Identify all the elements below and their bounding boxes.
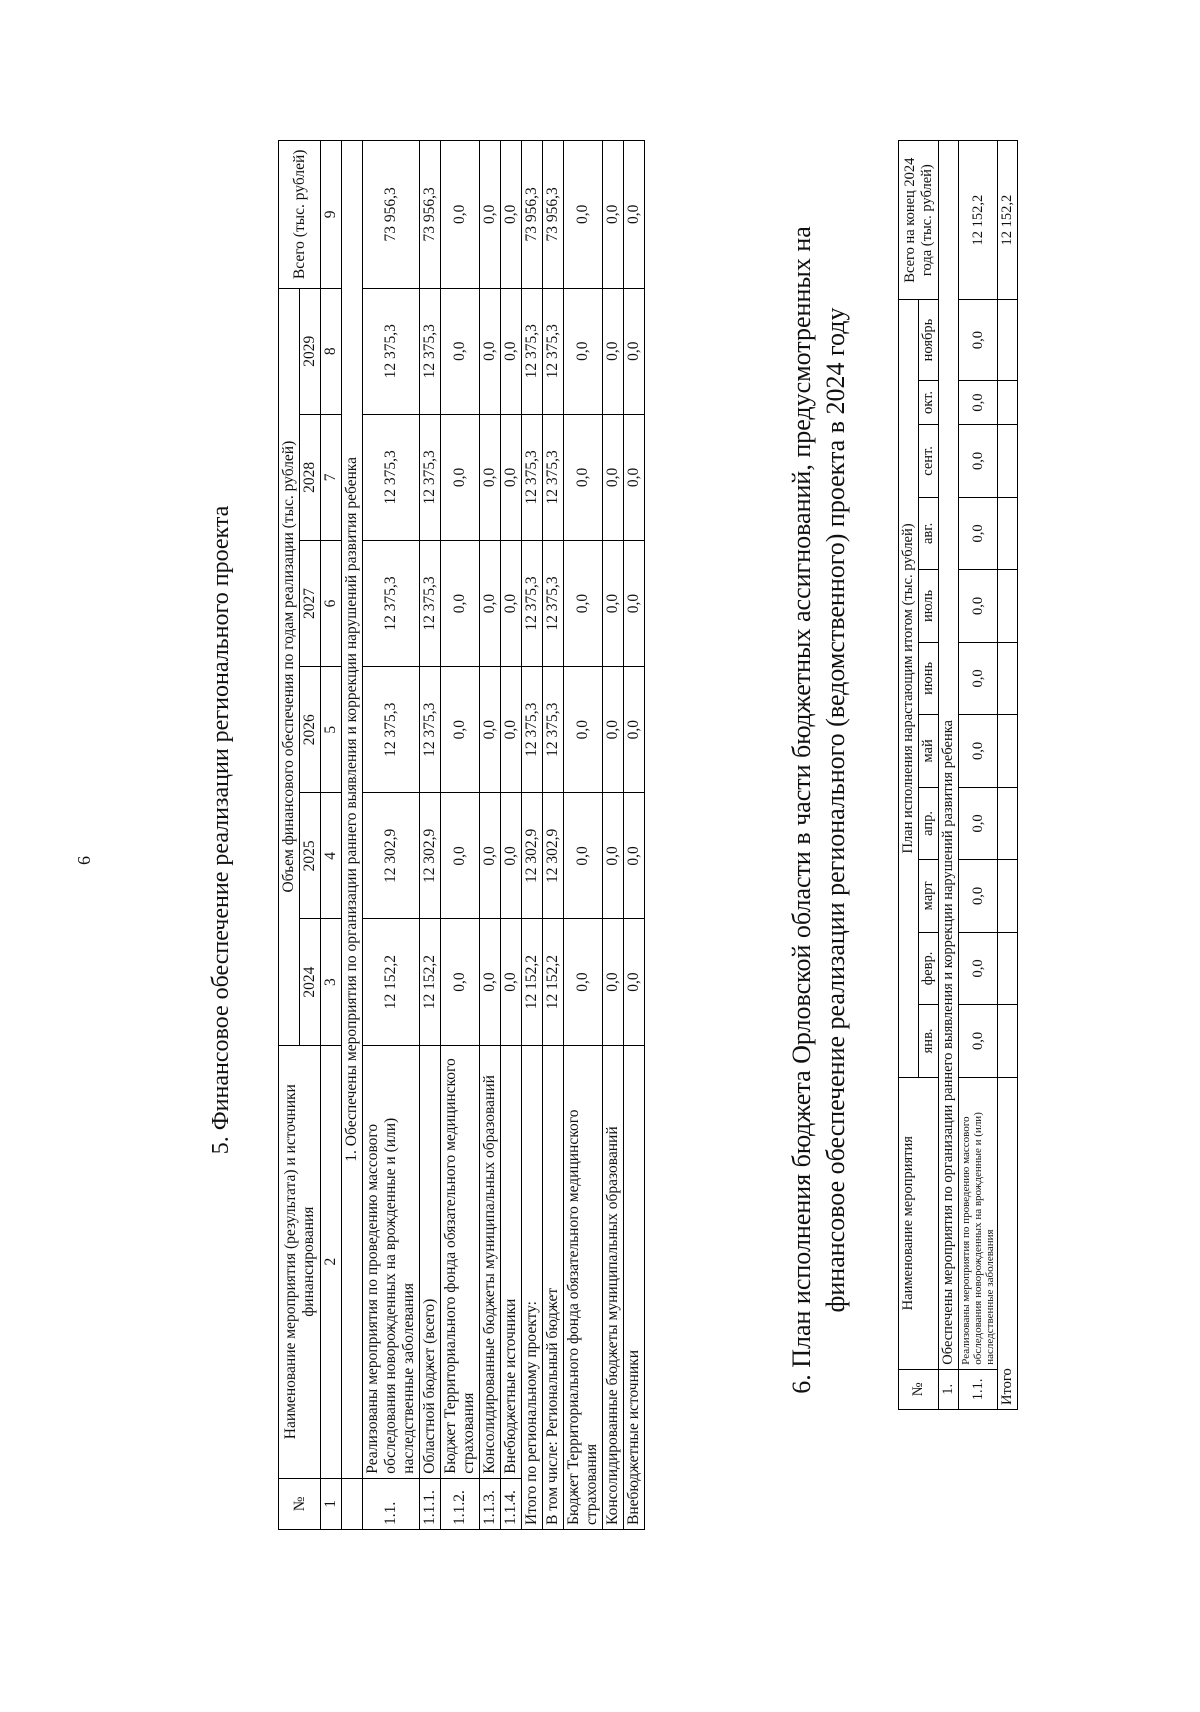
table-row — [441, 141, 480, 1530]
month-value-cell: 0,0 — [959, 1005, 998, 1078]
row-name-cell: Бюджет Территориального фонда обязательного медицинского страхования — [441, 1045, 480, 1478]
month-header: июнь — [919, 642, 939, 715]
value-cell: 0,0 — [480, 919, 501, 1045]
value-cell: 0,0 — [624, 141, 645, 289]
value-cell: 12 375,3 — [420, 667, 441, 793]
value-cell: 12 375,3 — [363, 540, 420, 666]
column-number: 7 — [321, 414, 342, 540]
month-header: сент. — [919, 425, 939, 498]
month-header: авг. — [919, 497, 939, 570]
value-cell: 0,0 — [624, 540, 645, 666]
value-cell: 12 375,3 — [363, 667, 420, 793]
value-cell: 12 375,3 — [420, 288, 441, 414]
value-cell: 0,0 — [501, 919, 522, 1045]
month-header: июль — [919, 570, 939, 643]
value-cell: 0,0 — [624, 288, 645, 414]
month-value-cell: 0,0 — [959, 380, 998, 424]
value-cell: 12 152,2 — [522, 919, 543, 1045]
total-value: 12 152,2 — [998, 141, 1018, 300]
month-value-cell: 0,0 — [959, 497, 998, 570]
value-cell: 0,0 — [603, 288, 624, 414]
month-header: апр. — [919, 787, 939, 860]
col-no-header: № — [279, 1478, 321, 1529]
row-name-cell: Консолидированные бюджеты муниципальных образований — [480, 1045, 501, 1478]
table-row — [480, 141, 501, 1530]
total-row-name: Бюджет Территориального фонда обязательного медицинского страхования — [564, 1045, 603, 1529]
header-row — [279, 141, 300, 1530]
total-row-name: Консолидированные бюджеты муниципальных образований — [603, 1045, 624, 1529]
value-cell: 73 956,3 — [522, 141, 543, 289]
empty-cell — [998, 497, 1018, 570]
column-number: 2 — [321, 1045, 342, 1478]
value-cell: 0,0 — [603, 667, 624, 793]
value-cell: 12 375,3 — [420, 414, 441, 540]
table-row — [420, 141, 441, 1530]
row-no-cell: 1.1.4. — [501, 1478, 522, 1529]
years-group-header: Объем финансового обеспечения по годам реализации (тыс. рублей) — [279, 288, 300, 1045]
month-value-cell: 0,0 — [959, 860, 998, 933]
col-total-header: Всего на конец 2024 года (тыс. рублей) — [899, 141, 939, 300]
value-cell: 0,0 — [624, 414, 645, 540]
page-number: 6 — [74, 856, 94, 865]
value-cell: 12 375,3 — [522, 540, 543, 666]
value-cell: 12 152,2 — [420, 919, 441, 1045]
section-row — [342, 141, 363, 1530]
empty-cell — [998, 860, 1018, 933]
value-cell: 0,0 — [564, 667, 603, 793]
budget-plan-table — [898, 140, 1018, 1410]
value-cell: 0,0 — [441, 793, 480, 919]
value-cell: 0,0 — [564, 540, 603, 666]
month-value-cell: 0,0 — [959, 715, 998, 788]
month-header: окт. — [919, 380, 939, 424]
empty-cell — [998, 642, 1018, 715]
col-name-header: Наименование мероприятия — [899, 1077, 939, 1369]
value-cell: 0,0 — [624, 667, 645, 793]
section5-title: 5. Финансовое обеспечение реализации регионального проекта — [208, 505, 234, 1155]
year-header: 2028 — [300, 414, 321, 540]
value-cell: 12 375,3 — [543, 540, 564, 666]
row-name-cell: Областной бюджет (всего) — [420, 1045, 441, 1478]
empty-cell — [998, 570, 1018, 643]
month-value-cell: 0,0 — [959, 300, 998, 381]
column-number: 4 — [321, 793, 342, 919]
column-number: 3 — [321, 919, 342, 1045]
empty-cell — [998, 425, 1018, 498]
total-row-name: Внебюджетные источники — [624, 1045, 645, 1529]
year-header: 2024 — [300, 919, 321, 1045]
value-cell: 0,0 — [441, 540, 480, 666]
year-header: 2027 — [300, 540, 321, 666]
total-row-name: В том числе: Региональный бюджет — [543, 1045, 564, 1529]
value-cell: 73 956,3 — [363, 141, 420, 289]
value-cell: 0,0 — [480, 288, 501, 414]
empty-cell — [998, 300, 1018, 381]
row-name-cell: Реализованы мероприятия по проведению массового обследования новорожденных на врожденные и (или) наследственные заболевания — [959, 1077, 998, 1369]
value-cell: 0,0 — [501, 793, 522, 919]
value-cell: 0,0 — [441, 667, 480, 793]
value-cell: 0,0 — [441, 141, 480, 289]
month-header: янв. — [919, 1005, 939, 1078]
row-total-cell: 12 152,2 — [959, 141, 998, 300]
col-name-header: Наименование мероприятия (результата) и источники финансирования — [279, 1045, 321, 1478]
section-row — [939, 141, 959, 1410]
empty-cell — [998, 380, 1018, 424]
value-cell: 12 375,3 — [543, 288, 564, 414]
value-cell: 0,0 — [564, 141, 603, 289]
empty-cell — [998, 715, 1018, 788]
section-title-cell: 1. Обеспечены мероприятия по организации раннего выявления и коррекции нарушений развития ребенка — [342, 141, 363, 1479]
value-cell: 12 152,2 — [363, 919, 420, 1045]
column-number: 8 — [321, 288, 342, 414]
value-cell: 0,0 — [501, 288, 522, 414]
month-value-cell: 0,0 — [959, 642, 998, 715]
table-row — [363, 141, 420, 1530]
value-cell: 0,0 — [441, 919, 480, 1045]
value-cell: 0,0 — [480, 793, 501, 919]
month-header: февр. — [919, 932, 939, 1005]
value-cell: 0,0 — [480, 667, 501, 793]
section-title-cell: Обеспечены мероприятия по организации раннего выявления и коррекции нарушений развития ребенка — [939, 141, 959, 1370]
month-header: март — [919, 860, 939, 933]
section-no-cell — [342, 1478, 363, 1529]
month-value-cell: 0,0 — [959, 932, 998, 1005]
value-cell: 12 302,9 — [363, 793, 420, 919]
empty-cell — [998, 787, 1018, 860]
year-header: 2025 — [300, 793, 321, 919]
total-row — [522, 141, 543, 1530]
value-cell: 0,0 — [501, 414, 522, 540]
section6-title: 6. План исполнения бюджета Орловской области в части бюджетных ассигнований, предусмотренных на финансовое обеспечение реализации регионального (ведомственного) проекта в 2024 году — [787, 226, 850, 1394]
row-no-cell: 1.1. — [363, 1478, 420, 1529]
table-body — [363, 141, 645, 1530]
value-cell: 12 375,3 — [543, 667, 564, 793]
section-no-cell: 1. — [939, 1369, 959, 1409]
column-number: 6 — [321, 540, 342, 666]
value-cell: 12 302,9 — [420, 793, 441, 919]
value-cell: 73 956,3 — [420, 141, 441, 289]
year-header: 2029 — [300, 288, 321, 414]
table-row — [501, 141, 522, 1530]
value-cell: 0,0 — [480, 414, 501, 540]
month-header: ноябрь — [919, 300, 939, 381]
total-row — [624, 141, 645, 1530]
value-cell: 12 375,3 — [363, 288, 420, 414]
value-cell: 73 956,3 — [543, 141, 564, 289]
value-cell: 0,0 — [480, 540, 501, 666]
value-cell: 0,0 — [564, 414, 603, 540]
value-cell: 0,0 — [603, 414, 624, 540]
value-cell: 12 375,3 — [522, 414, 543, 540]
row-no-cell: 1.1.1. — [420, 1478, 441, 1529]
rotated-page-content — [10, 40, 1110, 1640]
column-number: 1 — [321, 1478, 342, 1529]
month-header: май — [919, 715, 939, 788]
col-total-header: Всего (тыс. рублей) — [279, 141, 321, 289]
value-cell: 12 152,2 — [543, 919, 564, 1045]
value-cell: 12 375,3 — [363, 414, 420, 540]
col-no-header: № — [899, 1369, 939, 1409]
value-cell: 0,0 — [624, 793, 645, 919]
value-cell: 0,0 — [501, 667, 522, 793]
months-group-header: План исполнения нарастающим итогом (тыс. рублей) — [899, 300, 919, 1077]
row-name-cell: Внебюджетные источники — [501, 1045, 522, 1478]
column-number: 9 — [321, 141, 342, 289]
value-cell: 12 375,3 — [543, 414, 564, 540]
total-row-name: Итого по региональному проекту: — [522, 1045, 543, 1529]
value-cell: 0,0 — [603, 540, 624, 666]
total-label: Итого — [998, 1077, 1018, 1409]
column-number: 5 — [321, 667, 342, 793]
value-cell: 0,0 — [441, 414, 480, 540]
financing-table — [278, 140, 645, 1530]
empty-cell — [998, 932, 1018, 1005]
total-row — [564, 141, 603, 1530]
table-row — [959, 141, 998, 1410]
value-cell: 12 302,9 — [543, 793, 564, 919]
month-value-cell: 0,0 — [959, 570, 998, 643]
total-row — [603, 141, 624, 1530]
value-cell: 0,0 — [564, 288, 603, 414]
empty-cell — [998, 1005, 1018, 1078]
value-cell: 0,0 — [501, 141, 522, 289]
value-cell: 0,0 — [480, 141, 501, 289]
total-row — [998, 141, 1018, 1410]
value-cell: 0,0 — [564, 919, 603, 1045]
value-cell: 12 375,3 — [522, 288, 543, 414]
month-value-cell: 0,0 — [959, 787, 998, 860]
year-header: 2026 — [300, 667, 321, 793]
month-value-cell: 0,0 — [959, 425, 998, 498]
value-cell: 12 375,3 — [420, 540, 441, 666]
value-cell: 0,0 — [603, 793, 624, 919]
row-no-cell: 1.1. — [959, 1369, 998, 1409]
row-no-cell: 1.1.2. — [441, 1478, 480, 1529]
column-numbers-row — [321, 141, 342, 1530]
value-cell: 12 375,3 — [522, 667, 543, 793]
row-no-cell: 1.1.3. — [480, 1478, 501, 1529]
value-cell: 0,0 — [501, 540, 522, 666]
value-cell: 0,0 — [564, 793, 603, 919]
header-row — [899, 141, 919, 1410]
value-cell: 0,0 — [624, 919, 645, 1045]
value-cell: 0,0 — [603, 141, 624, 289]
value-cell: 12 302,9 — [522, 793, 543, 919]
row-name-cell: Реализованы мероприятия по проведению массового обследования новорожденных на врожденные и (или) наследственные заболевания — [363, 1045, 420, 1478]
value-cell: 0,0 — [441, 288, 480, 414]
value-cell: 0,0 — [603, 919, 624, 1045]
total-row — [543, 141, 564, 1530]
